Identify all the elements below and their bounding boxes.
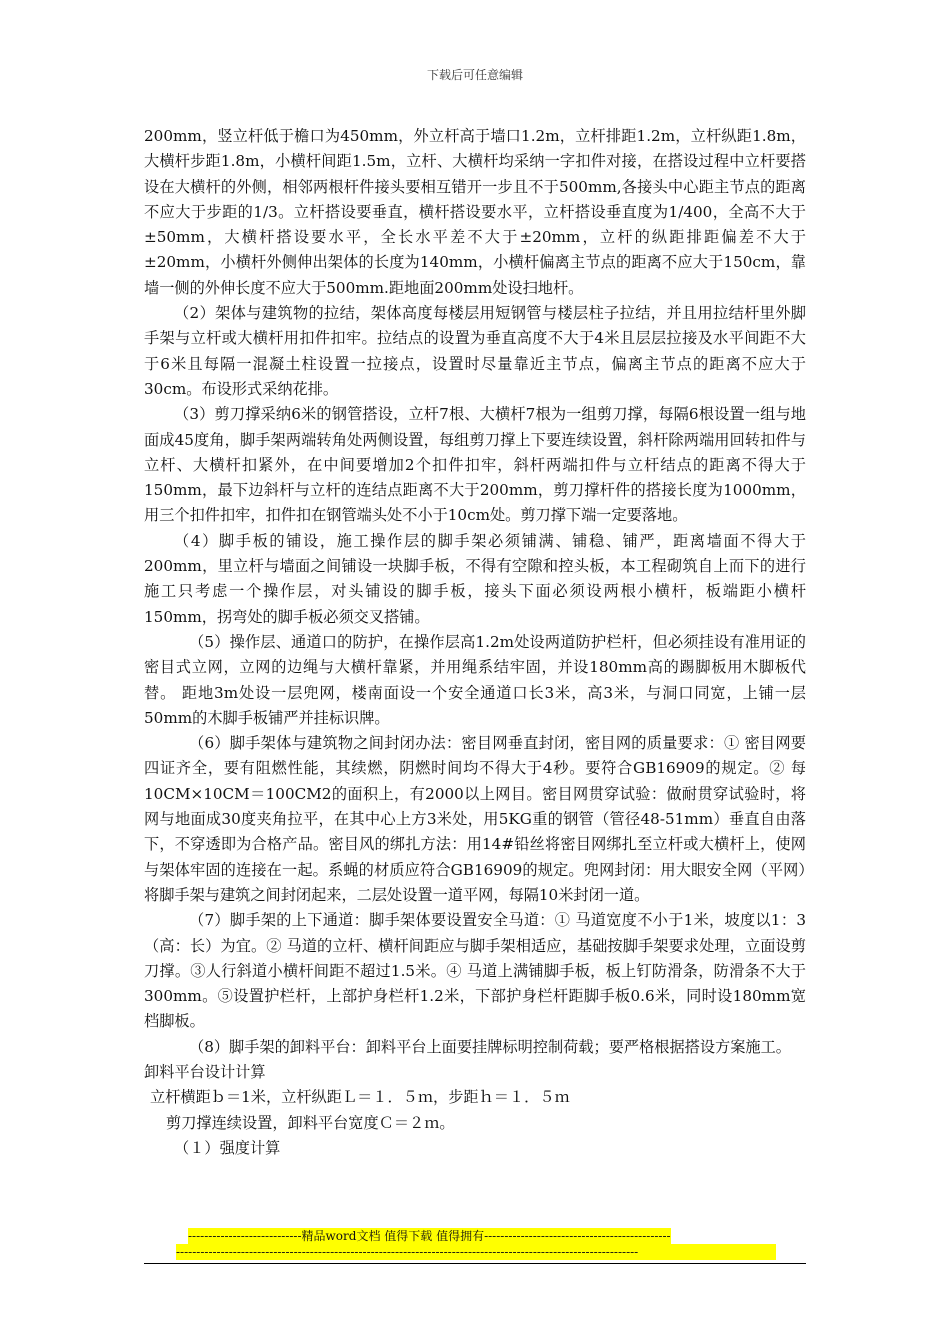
calc-line-1: 立杆横距ｂ＝1米，立杆纵距Ｌ＝１．５ｍ，步距ｈ＝１．５ｍ bbox=[150, 1088, 570, 1107]
paragraph-5: （5）操作层、通道口的防护，在操作层高1.2m处设两道防护栏杆，但必须挂设有准用证的密目式立网，立网的边绳与大横杆靠紧，并用绳系结牢固，并设180mm高的踢脚板用木脚板代替。 距地3m处设一层兜网，楼南面设一个安全通道口长3米，高3米，与洞口同宽，上铺一层50mm的木脚手板铺严并挂标识牌。 bbox=[144, 632, 806, 727]
document-body bbox=[144, 124, 806, 1161]
footer-banner bbox=[176, 1228, 776, 1260]
footer-line-2: ------------------------------------------------------------------------------------------------------------------ bbox=[176, 1244, 776, 1260]
paragraph-8: （8）脚手架的卸料平台：卸料平台上面要挂牌标明控制荷载；要严格根据搭设方案施工。 bbox=[189, 1037, 791, 1056]
paragraph-6: （6）脚手架体与建筑物之间封闭办法：密目网垂直封闭，密目网的质量要求：① 密目网要四证齐全，要有阻燃性能，其续燃，阴燃时间均不得大于4秒。要符合GB16909的规定。② 每10CM×10CM＝100CM2的面积上，有2000以上网目。密目网贯穿试验：做耐贯穿试验时，将网与地面成30度夹角拉平，在其中心上方3米处，用5KG重的钢管（管径48-51mm）垂直自由落下，不穿透即为合格产品。密目风的绑扎方法：用14#铅丝将密目网绑扎至立杆或大横杆上，使网与架体牢固的连接在一起。系蝇的材质应符合GB16909的规定。兜网封闭：用大眼安全网（平网）将脚手架与建筑之间封闭起来，二层处设置一道平网，每隔10米封闭一道。 bbox=[144, 734, 806, 904]
paragraph-4: （4）脚手板的铺设，施工操作层的脚手架必须铺满、铺稳、铺严，距离墙面不得大于200mm，里立杆与墙面之间铺设一块脚手板，不得有空隙和控头板，本工程砌筑自上而下的进行施工只考虑一个操作层，对头铺设的脚手板，接头下面必须设两根小横杆，板端距小横杆150mm，拐弯处的脚手板必须交叉搭铺。 bbox=[144, 531, 806, 626]
calc-title: 卸料平台设计计算 bbox=[144, 1062, 266, 1081]
paragraph-1: 200mm，竖立杆低于檐口为450mm，外立杆高于墙口1.2m，立杆排距1.2m，立杆纵距1.8m，大横杆步距1.8m，小横杆间距1.5m，立杆、大横杆均采纳一字扣件对接，在搭设过程中立杆要搭设在大横杆的外侧，相邻两根杆件接头要相互错开一步且不于500mm,各接头中心距主节点的距离不应大于步距的1/3。立杆搭设要垂直，横杆搭设要水平，立杆搭设垂直度为1/400，全高不大于±50mm，大横杆搭设要水平，全长水平差不大于±20mm，立杆的纵距排距偏差不大于±20mm，小横杆外侧伸出架体的长度为140mm，小横杆偏离主节点的距离不应大于150cm，靠墙一侧的外伸长度不应大于500mm.距地面200mm处设扫地杆。 bbox=[144, 127, 806, 297]
paragraph-3: （3）剪刀撑采纳6米的钢管搭设，立杆7根、大横杆7根为一组剪刀撑，每隔6根设置一组与地面成45度角，脚手架两端转角处两侧设置，每组剪刀撑上下要连续设置，斜杆除两端用回转扣件与立杆、大横杆扣紧外，在中间要增加2个扣件扣牢，斜杆两端扣件与立杆结点的距离不得大于150mm，最下边斜杆与立杆的连结点距离不大于200mm，剪刀撑杆件的搭接长度为1000mm，用三个扣件扣牢，扣件扣在钢管端头处不小于10cm处。剪刀撑下端一定要落地。 bbox=[144, 405, 806, 525]
paragraph-7: （7）脚手架的上下通道：脚手架体要设置安全马道：① 马道宽度不小于1米，坡度以1：3（高：长）为宜。② 马道的立杆、横杆间距应与脚手架相适应，基础按脚手架要求处理，立面设剪刀撑。③人行斜道小横杆间距不超过1.5米。④ 马道上满铺脚手板，板上钉防滑条，防滑条不大于300mm。⑤设置护栏杆，上部护身栏杆1.2米，下部护身栏杆距脚手板0.6米，同时设180mm宽档脚板。 bbox=[144, 911, 806, 1031]
paragraph-2: （2）架体与建筑物的拉结，架体高度每楼层用短钢管与楼层柱子拉结，并且用拉结杆里外脚手架与立杆或大横杆用扣件扣牢。拉结点的设置为垂直高度不大于4米且层层拉接及水平间距不大于6米且每隔一混凝土柱设置一拉接点，设置时尽量靠近主节点，偏离主节点的距离不应大于30cm。布设形式采纳花排。 bbox=[144, 304, 806, 398]
footer-line-1: ----------------------------精品word文档 值得下载 值得拥有---------------------------------------------- bbox=[188, 1229, 671, 1243]
page-header: 下载后可任意编辑 bbox=[426, 68, 523, 82]
calc-line-2: 剪刀撑连续设置，卸料平台宽度Ｃ＝２ｍ。 bbox=[166, 1113, 455, 1132]
calc-line-3: （１）强度计算 bbox=[174, 1138, 281, 1157]
footer-divider bbox=[144, 1263, 806, 1264]
